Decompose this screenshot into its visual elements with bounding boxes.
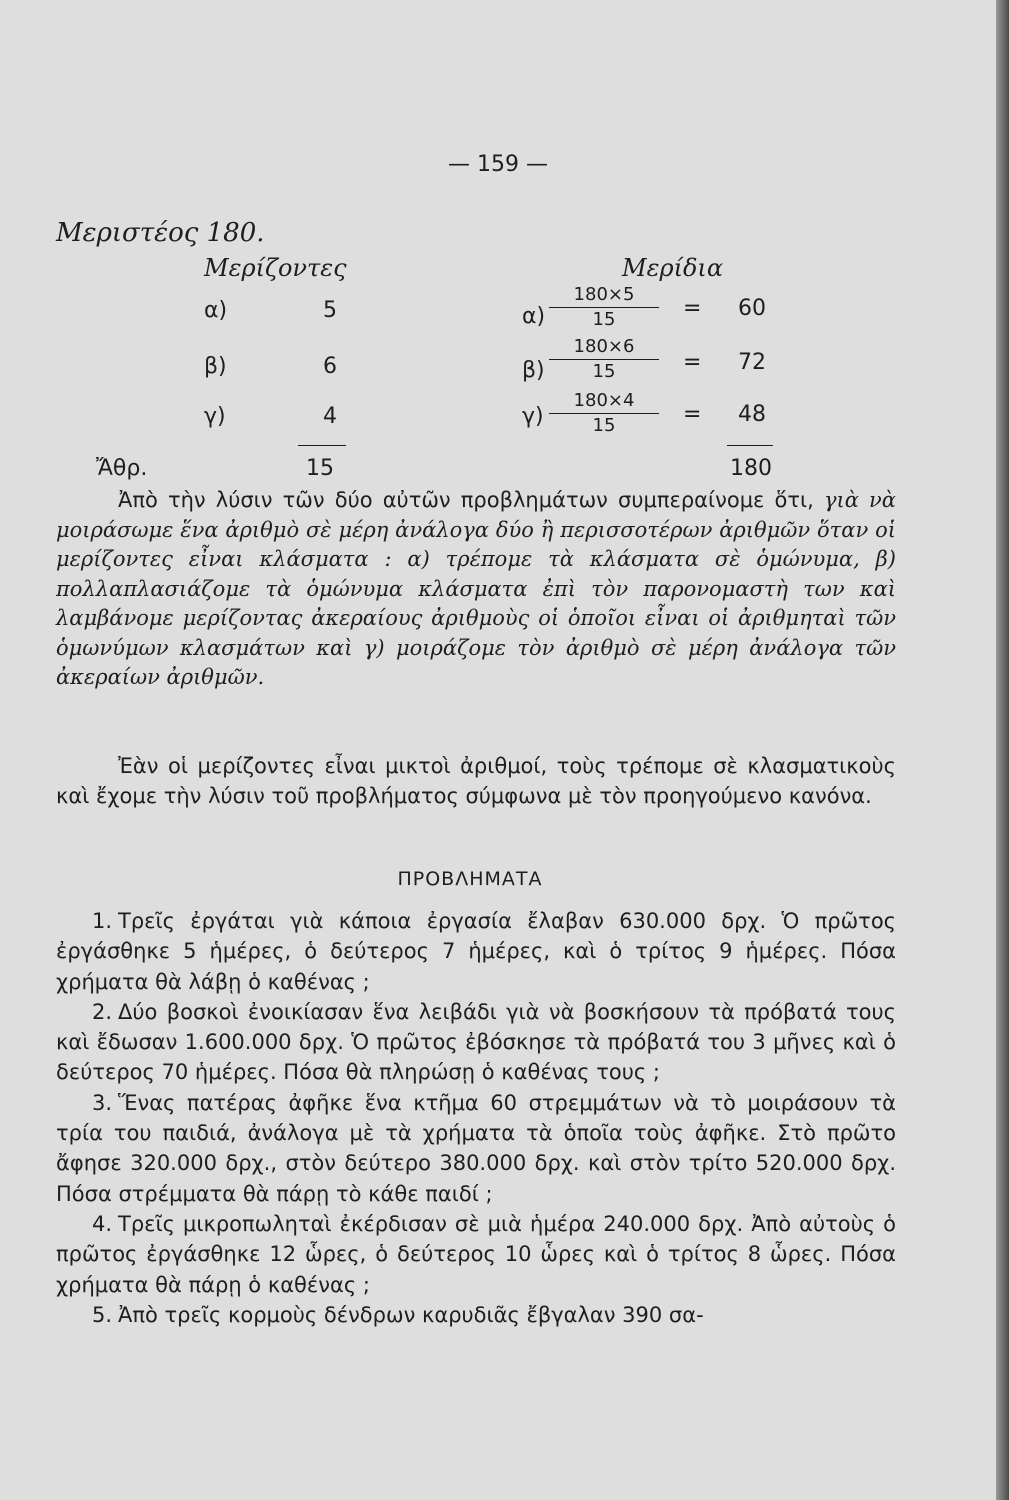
share-label-a: α) — [522, 304, 546, 329]
row-label-c: γ) — [204, 404, 226, 429]
fraction-a-denominator: 15 — [592, 309, 616, 330]
equals-sign-b: = — [683, 350, 702, 375]
page-number: — 159 — — [448, 152, 548, 177]
sum-rule-partitioners — [298, 445, 346, 446]
problem-number: 3. — [91, 1090, 112, 1115]
row-label-a: α) — [204, 298, 228, 323]
problems-heading: ΠΡΟΒΛΗΜΑΤΑ — [397, 868, 543, 890]
problems-list — [56, 906, 896, 1330]
fraction-b — [549, 336, 659, 382]
problem-number: 4. — [91, 1211, 112, 1236]
problem-text: Ἀπὸ τρεῖς κορμοὺς δένδρων καρυδιᾶς ἔβγαλαν 390 σα- — [118, 1302, 704, 1327]
conclusion-intro: Ἀπὸ τὴν λύσιν τῶν δύο αὐτῶν προβλημάτων συμπεραίνομε ὅτι, — [118, 488, 814, 512]
partitioner-b: 6 — [323, 354, 337, 379]
problem-number: 1. — [91, 909, 112, 933]
problem-item — [56, 997, 896, 1088]
sum-rule-shares — [727, 445, 773, 446]
problem-item — [56, 1209, 896, 1300]
fraction-c — [549, 390, 659, 436]
page-edge — [996, 0, 1009, 1500]
share-c: 48 — [738, 402, 766, 427]
example-heading: Μεριστέος 180. — [56, 218, 265, 248]
conclusion-rule: γιὰ νὰ μοιράσωμε ἕνα ἀριθμὸ σὲ μέρη ἀνάλογα δύο ἢ περισσοτέρων ἀριθμῶν ὅταν οἱ μερίζοντες εἶναι κλάσματα : α) τρέπομε τὰ κλάσματα σὲ ὁμώνυμα, β) πολλαπλασιάζομε τὰ ὁμώνυμα κλάσματα ἐπὶ τὸν παρονομαστὴ των καὶ λαμβάνομε μερίζοντας ἀκεραίους ἀριθμοὺς οἱ ὁποῖοι εἶναι οἱ ἀριθμηταὶ τῶν ὁμωνύμων κλασμάτων καὶ γ) μοιράζομε τὸν ἀριθμὸ σὲ μέρη ἀνάλογα τῶν ἀκεραίων ἀριθμῶν. — [56, 488, 896, 689]
sum-shares: 180 — [730, 456, 772, 481]
mixed-numbers-paragraph — [56, 752, 896, 811]
fraction-c-numerator: 180×4 — [549, 390, 659, 414]
problem-item — [56, 1300, 896, 1330]
problem-text: Τρεῖς ἐργάται γιὰ κάποια ἐργασία ἔλαβαν 630.000 δρχ. Ὁ πρῶτος ἐργάσθηκε 5 ἡμέρες, ὁ δεύτερος 7 ἡμέρες, καὶ ὁ τρίτος 9 ἡμέρες. Πόσα χρήματα θὰ λάβῃ ὁ καθένας ; — [56, 909, 896, 994]
mixed-numbers-text: Ἐὰν οἱ μερίζοντες εἶναι μικτοὶ ἀριθμοί, τοὺς τρέπομε σὲ κλασματικοὺς καὶ ἔχομε τὴν λύσιν τοῦ προβλήματος σύμφωνα μὲ τὸν προηγούμενο κανόνα. — [56, 754, 896, 808]
partitioner-a: 5 — [323, 298, 337, 323]
equals-sign-a: = — [683, 296, 702, 321]
problem-text: Τρεῖς μικροπωληταὶ ἐκέρδισαν σὲ μιὰ ἡμέρα 240.000 δρχ. Ἀπὸ αὐτοὺς ὁ πρῶτος ἐργάσθηκε 12 ὧρες, ὁ δεύτερος 10 ὧρες καὶ ὁ τρίτος 8 ὧρες. Πόσα χρήματα θὰ πάρῃ ὁ καθένας ; — [56, 1211, 896, 1297]
problem-item — [56, 1088, 896, 1209]
partitioner-c: 4 — [323, 404, 337, 429]
problem-text: Δύο βοσκοὶ ἐνοικίασαν ἕνα λειβάδι γιὰ νὰ βοσκήσουν τὰ πρόβατά τους καὶ ἔδωσαν 1.600.000 δρχ. Ὁ πρῶτος ἐβόσκησε τὰ πρόβατά του 3 μῆνες καὶ ὁ δεύτερος 70 ἡμέρες. Πόσα θὰ πληρώσῃ ὁ καθένας τους ; — [56, 999, 896, 1085]
share-label-b: β) — [522, 358, 545, 383]
sum-partitioners: 15 — [306, 456, 334, 481]
conclusion-paragraph — [56, 486, 896, 693]
fraction-a — [549, 284, 659, 330]
problem-number: 2. — [91, 999, 112, 1024]
row-label-b: β) — [204, 354, 227, 379]
fraction-a-numerator: 180×5 — [549, 284, 659, 308]
shares-column-header: Μερίδια — [622, 254, 724, 282]
sum-label: Ἄθρ. — [96, 456, 148, 481]
problem-item — [56, 906, 896, 997]
fraction-b-numerator: 180×6 — [549, 336, 659, 360]
share-a: 60 — [738, 296, 766, 321]
problem-text: Ἕνας πατέρας ἀφῆκε ἕνα κτῆμα 60 στρεμμάτων νὰ τὸ μοιράσουν τὰ τρία του παιδιά, ἀνάλογα μὲ τὰ χρήματα τὰ ὁποῖα τοὺς ἀφῆκε. Στὸ πρῶτο ἄφησε 320.000 δρχ., στὸν δεύτερο 380.000 δρχ. καὶ στὸν τρίτο 520.000 δρχ. Πόσα στρέμματα θὰ πάρῃ τὸ κάθε παιδί ; — [56, 1090, 896, 1206]
fraction-c-denominator: 15 — [592, 415, 616, 436]
share-b: 72 — [738, 350, 766, 375]
share-label-c: γ) — [522, 404, 544, 429]
partitioners-column-header: Μερίζοντες — [204, 254, 347, 282]
equals-sign-c: = — [683, 402, 702, 427]
problem-number: 5. — [91, 1302, 112, 1327]
fraction-b-denominator: 15 — [592, 361, 616, 382]
